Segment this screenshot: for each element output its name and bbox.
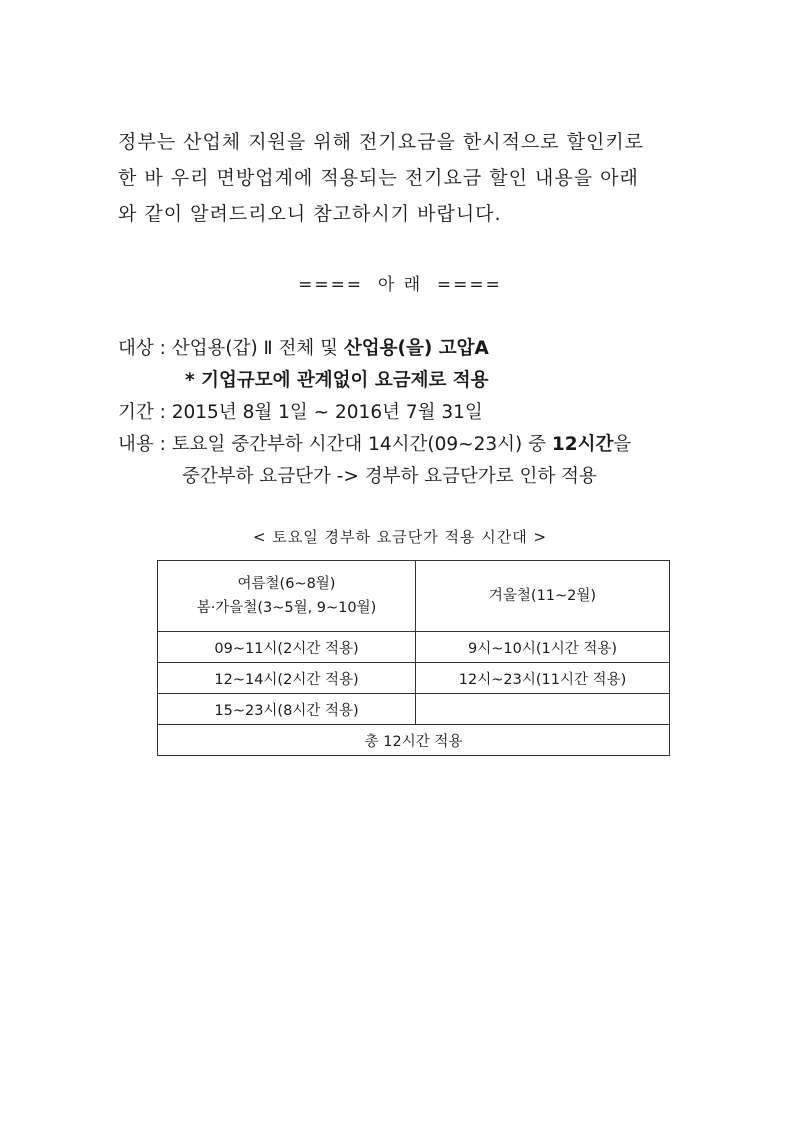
- content-row: [118, 430, 631, 460]
- table-cell: 09~11시(2시간 적용): [158, 632, 416, 663]
- intro-line: 정부는 산업체 지원을 위해 전기요금을 한시적으로 할인키로: [118, 131, 645, 153]
- header-summer: [158, 561, 416, 632]
- table-cell: 9시~10시(1시간 적용): [416, 632, 670, 663]
- content-line2: 중간부하 요금단가 -> 경부하 요금단가로 인하 적용: [182, 466, 597, 487]
- intro-line: 한 바 우리 면방업계에 적용되는 전기요금 할인 내용을 아래: [118, 167, 639, 189]
- table-cell: 12시~23시(11시간 적용): [416, 663, 670, 694]
- table-total-row: [158, 725, 670, 756]
- table-row: [158, 632, 670, 663]
- period-text: 2015년 8월 1일 ~ 2016년 7월 31일: [171, 402, 483, 423]
- target-row: [118, 334, 489, 364]
- table-caption: < 토요일 경부하 요금단가 적용 시간대 >: [252, 528, 548, 546]
- intro-paragraph: [118, 124, 708, 232]
- content-text: 토요일 중간부하 시간대 14시간(09~23시) 중: [171, 434, 552, 455]
- table-cell: [416, 694, 670, 725]
- table-header-row: [158, 561, 670, 632]
- table-row: [158, 694, 670, 725]
- schedule-table: [157, 560, 670, 756]
- target-label: 대상 :: [118, 338, 172, 359]
- table-row: [158, 663, 670, 694]
- period-row: [118, 398, 483, 428]
- target-note: * 기업규모에 관계없이 요금제로 적용: [185, 370, 489, 391]
- content-text-end: 을: [613, 434, 632, 455]
- header-winter: 겨울철(11~2월): [416, 561, 670, 632]
- table-total: 총 12시간 적용: [158, 725, 670, 756]
- section-divider: ==== 아 래 ====: [298, 275, 502, 295]
- target-text: 산업용(갑) Ⅱ 전체 및: [171, 338, 344, 359]
- target-text-bold: 산업용(을) 고압A: [343, 338, 489, 359]
- intro-line: 와 같이 알려드리오니 참고하시기 바랍니다.: [118, 203, 502, 225]
- content-label: 내용 :: [118, 434, 172, 455]
- table-cell: 12~14시(2시간 적용): [158, 663, 416, 694]
- table-cell: 15~23시(8시간 적용): [158, 694, 416, 725]
- period-label: 기간 :: [118, 402, 172, 423]
- header-summer-line2: 봄·가을철(3~5월, 9~10월): [196, 600, 377, 616]
- header-summer-line1: 여름철(6~8월): [237, 576, 336, 592]
- content-bold: 12시간: [551, 434, 614, 455]
